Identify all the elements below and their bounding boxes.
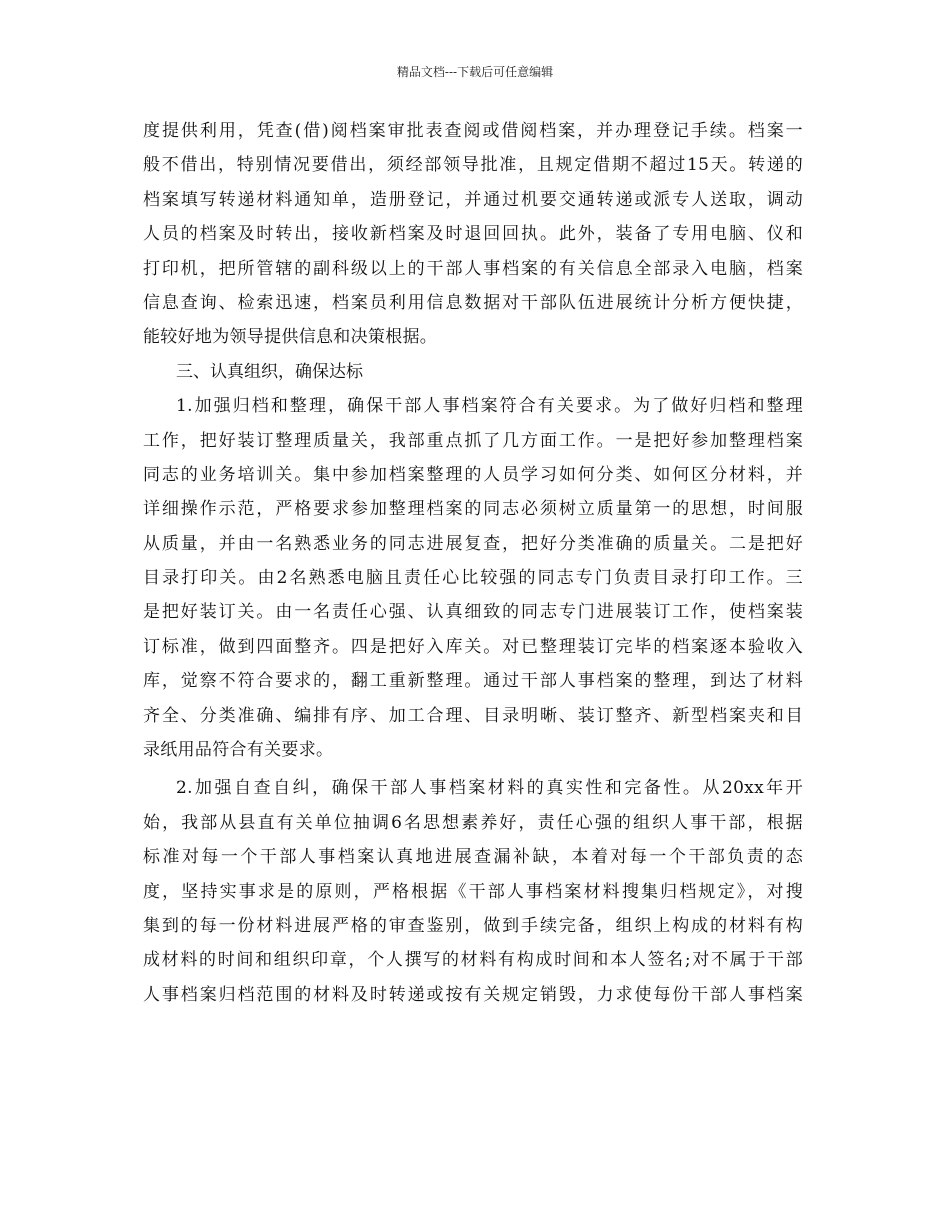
- text-line: 信息查询、检索迅速，档案员利用信息数据对干部队伍进展统计分析方便快捷，: [143, 292, 803, 313]
- text-line: 档案填写转递材料通知单，造册登记，并通过机要交通转递或派专人送取，调动: [143, 189, 803, 210]
- text-line: 详细操作示范，严格要求参加整理档案的同志必须树立质量第一的思想，时间服: [143, 499, 803, 520]
- text-line: 度提供利用，凭查(借)阅档案审批表查阅或借阅档案，并办理登记手续。档案一: [143, 121, 803, 141]
- section-heading: 三、认真组织，确保达标: [176, 361, 363, 382]
- text-line: 打印机，把所管辖的副科级以上的干部人事档案的有关信息全部录入电脑，档案: [143, 258, 803, 279]
- text-line: 工作，把好装订整理质量关，我部重点抓了几方面工作。一是把好参加整理档案: [143, 430, 803, 451]
- text-line: 度，坚持实事求是的原则，严格根据《干部人事档案材料搜集归档规定》，对搜: [143, 881, 803, 902]
- text-line: 齐全、分类准确、编排有序、加工合理、目录明晰、装订整齐、新型档案夹和目: [143, 705, 803, 726]
- page-header: 精品文档---下载后可任意编辑: [396, 65, 554, 79]
- text-line: 人事档案归档范围的材料及时转递或按有关规定销毁，力求使每份干部人事档案: [143, 984, 803, 1005]
- text-line: 2.加强自查自纠，确保干部人事档案材料的真实性和完备性。从20xx年开: [176, 778, 803, 799]
- paragraph-archive-usage: [143, 114, 803, 355]
- text-line: 始，我部从县直有关单位抽调6名思想素养好，责任心强的组织人事干部，根据: [143, 812, 803, 833]
- text-line: 同志的业务培训关。集中参加档案整理的人员学习如何分类、如何区分材料，并: [143, 464, 803, 485]
- text-line: 标准对每一个干部人事档案认真地进展查漏补缺，本着对每一个干部负责的态: [143, 847, 803, 868]
- text-line: 订标准，做到四面整齐。四是把好入库关。对已整理装订完毕的档案逐本验收入: [143, 636, 803, 657]
- paragraph-filing-and-sorting: [143, 389, 803, 767]
- text-line: 人员的档案及时转出，接收新档案及时退回回执。此外，装备了专用电脑、仪和: [143, 224, 803, 245]
- text-line: 是把好装订关。由一名责任心强、认真细致的同志专门进展装订工作，使档案装: [143, 602, 803, 623]
- document-body: [143, 114, 803, 1012]
- text-line: 1.加强归档和整理，确保干部人事档案符合有关要求。为了做好归档和整理: [176, 396, 803, 417]
- text-line: 从质量，并由一名熟悉业务的同志进展复查，把好分类准确的质量关。二是把好: [143, 533, 803, 554]
- text-line: 能较好地为领导提供信息和决策根据。: [143, 327, 438, 348]
- text-line: 集到的每一份材料进展严格的审查鉴别，做到手续完备，组织上构成的材料有构: [143, 915, 803, 936]
- text-line: 录纸用品符合有关要求。: [143, 740, 334, 761]
- text-line: 库，觉察不符合要求的，翻工重新整理。通过干部人事档案的整理，到达了材料: [143, 671, 803, 692]
- paragraph-self-inspection: [143, 771, 803, 1012]
- text-line: 般不借出，特别情况要借出，须经部领导批准，且规定借期不超过15天。转递的: [143, 155, 803, 176]
- text-line: 目录打印关。由2名熟悉电脑且责任心比较强的同志专门负责目录打印工作。三: [143, 568, 803, 589]
- text-line: 成材料的时间和组织印章，个人撰写的材料有构成时间和本人签名;对不属于干部: [143, 950, 803, 971]
